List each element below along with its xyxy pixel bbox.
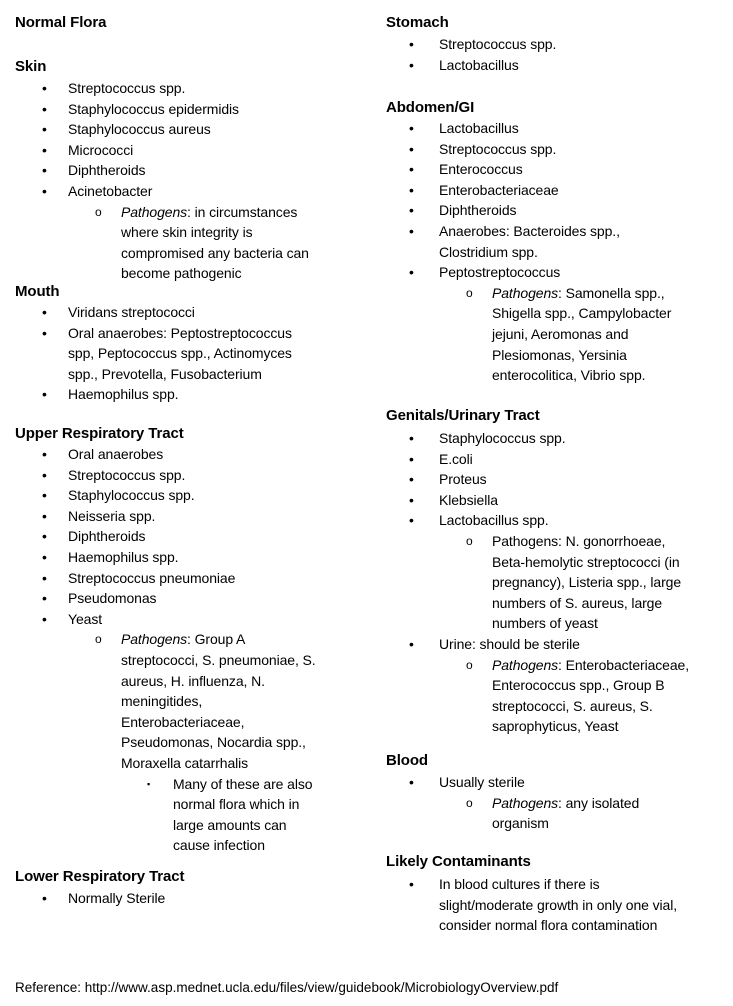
bullet-marker: • — [42, 528, 47, 545]
bullet-marker: • — [409, 876, 414, 892]
sub-bullet-marker: o — [466, 285, 473, 300]
list-item: Neisseria spp. — [68, 507, 156, 524]
list-item: Proteus — [439, 471, 487, 488]
pathogens-text: Pseudomonas, Nocardia spp., — [121, 734, 306, 751]
pathogens-text: Pathogens: N. gonorrhoeae, — [492, 533, 666, 549]
list-item: spp, Peptococcus spp., Actinomyces — [68, 345, 292, 362]
pathogens-text: numbers of yeast — [492, 615, 598, 632]
list-item: Klebsiella — [439, 491, 498, 508]
pathogens-text: where skin integrity is — [121, 224, 253, 241]
sub-bullet-marker: o — [466, 657, 473, 672]
bullet-marker: • — [42, 183, 47, 199]
bullet-marker: • — [409, 56, 414, 73]
bullet-marker: • — [409, 471, 414, 488]
pathogens-text: Moraxella catarrhalis — [121, 755, 249, 771]
bullet-marker: • — [409, 140, 414, 157]
reference-text: Reference: http://www.asp.mednet.ucla.edu/files/view/guidebook/MicrobiologyOverview.pdf — [15, 980, 559, 995]
bullet-marker: • — [409, 120, 414, 136]
list-item: Staphylococcus spp. — [439, 430, 566, 446]
bullet-marker: • — [409, 774, 414, 790]
list-item: E.coli — [439, 450, 473, 467]
pathogens-text: saprophyticus, Yeast — [492, 718, 619, 735]
list-item: Lactobacillus — [439, 56, 519, 73]
bullet-marker: • — [409, 223, 414, 239]
sub-bullet-marker: o — [95, 632, 102, 647]
bullet-marker: • — [409, 36, 414, 52]
pathogens-text: Pathogens: Enterobacteriaceae, — [492, 656, 690, 673]
pathogens-text: become pathogenic — [121, 265, 242, 282]
bullet-marker: • — [42, 162, 47, 179]
pathogens-text: Pathogens: any isolated — [492, 794, 640, 811]
bullet-marker: • — [409, 161, 414, 178]
list-item: Urine: should be sterile — [439, 636, 580, 652]
bullet-marker: • — [409, 181, 414, 198]
pathogens-text: jejuni, Aeromonas and — [492, 326, 629, 342]
bullet-marker: • — [42, 80, 47, 96]
list-item: Diphtheroids — [68, 528, 146, 545]
bullet-marker: • — [42, 121, 47, 138]
bullet-marker: • — [409, 512, 414, 529]
pathogens-text: Plesiomonas, Yersinia — [492, 346, 627, 363]
list-item: Normally Sterile — [68, 890, 166, 906]
list-item: Micrococci — [68, 141, 134, 158]
list-item: Enterococcus — [439, 161, 523, 178]
section-heading-lower-respiratory: Lower Respiratory Tract — [15, 868, 185, 885]
bullet-marker: • — [409, 491, 414, 508]
bullet-marker: • — [42, 487, 47, 504]
list-item: Pseudomonas — [68, 590, 157, 607]
bullet-marker: • — [42, 466, 47, 483]
list-item: In blood cultures if there is — [439, 876, 600, 892]
section-heading-stomach: Stomach — [386, 14, 449, 31]
square-bullet-marker: ▪ — [147, 778, 151, 789]
list-item: spp., Prevotella, Fusobacterium — [68, 365, 262, 382]
pathogens-text: Pathogens: Group A — [121, 631, 246, 648]
section-heading-likely-contaminants: Likely Contaminants — [386, 853, 531, 870]
pathogens-text: Enterobacteriaceae, — [121, 713, 245, 730]
list-item: Streptococcus pneumoniae — [68, 569, 236, 586]
section-heading-abdomen-gi: Abdomen/GI — [386, 99, 475, 116]
pathogens-text: Enterococcus spp., Group B — [492, 677, 665, 694]
list-item: Lactobacillus — [439, 120, 519, 136]
list-item: Anaerobes: Bacteroides spp., — [439, 223, 620, 239]
list-item: Streptococcus spp. — [68, 466, 186, 483]
bullet-marker: • — [409, 202, 414, 219]
bullet-marker: • — [42, 569, 47, 586]
note-text: Many of these are also — [173, 775, 313, 792]
bullet-marker: • — [42, 890, 47, 906]
pathogens-text: Pathogens: in circumstances — [121, 203, 298, 220]
pathogens-text: streptococci, S. pneumoniae, S. — [121, 652, 316, 668]
list-item: Oral anaerobes: Peptostreptococcus — [68, 324, 292, 341]
bullet-marker: • — [42, 610, 47, 627]
pathogens-text: organism — [492, 815, 549, 832]
section-heading-blood: Blood — [386, 752, 428, 769]
list-item: Oral anaerobes — [68, 446, 164, 462]
pathogens-text: Pathogens: Samonella spp., — [492, 284, 665, 301]
pathogens-text: compromised any bacteria can — [121, 244, 309, 261]
list-item: Streptococcus spp. — [439, 36, 557, 52]
bullet-marker: • — [42, 304, 47, 320]
section-heading-genitals-urinary: Genitals/Urinary Tract — [386, 407, 540, 424]
section-heading-upper-respiratory: Upper Respiratory Tract — [15, 425, 184, 442]
sub-bullet-marker: o — [95, 204, 102, 219]
pathogens-text: Shigella spp., Campylobacter — [492, 305, 672, 322]
note-text: cause infection — [173, 837, 265, 854]
pathogens-text: enterocolitica, Vibrio spp. — [492, 367, 646, 384]
list-item: Staphylococcus aureus — [68, 121, 211, 138]
section-heading-mouth: Mouth — [15, 283, 60, 300]
bullet-marker: • — [42, 324, 47, 341]
list-item: Lactobacillus spp. — [439, 512, 549, 529]
list-item: Diphtheroids — [68, 162, 146, 179]
list-item: Yeast — [68, 610, 103, 627]
bullet-marker: • — [42, 141, 47, 158]
list-item: Enterobacteriaceae — [439, 181, 559, 198]
list-item: Staphylococcus epidermidis — [68, 100, 239, 117]
sub-bullet-marker: o — [466, 534, 473, 548]
bullet-marker: • — [42, 446, 47, 462]
list-item: Haemophilus spp. — [68, 549, 179, 565]
document-title: Normal Flora — [15, 14, 107, 31]
sub-bullet-marker: o — [466, 795, 473, 810]
list-item: Acinetobacter — [68, 183, 153, 199]
list-item: Diphtheroids — [439, 202, 517, 219]
pathogens-text: Beta-hemolytic streptococci (in — [492, 553, 680, 570]
bullet-marker: • — [42, 590, 47, 607]
pathogens-text: pregnancy), Listeria spp., large — [492, 574, 682, 591]
list-item: Clostridium spp. — [439, 243, 538, 260]
list-item: Peptostreptococcus — [439, 264, 561, 281]
bullet-marker: • — [42, 386, 47, 403]
list-item: Staphylococcus spp. — [68, 487, 195, 504]
list-item: Haemophilus spp. — [68, 386, 179, 403]
pathogens-text: numbers of S. aureus, large — [492, 594, 663, 611]
list-item: slight/moderate growth in only one vial, — [439, 896, 678, 913]
pathogens-text: aureus, H. influenza, N. — [121, 672, 265, 689]
list-item: Viridans streptococci — [68, 304, 195, 320]
list-item: Usually sterile — [439, 774, 525, 790]
bullet-marker: • — [409, 450, 414, 467]
list-item: consider normal flora contamination — [439, 917, 658, 934]
pathogens-text: meningitides, — [121, 693, 203, 710]
bullet-marker: • — [409, 430, 414, 446]
list-item: Streptococcus spp. — [68, 80, 186, 96]
note-text: normal flora which in — [173, 796, 300, 813]
bullet-marker: • — [409, 264, 414, 281]
list-item: Streptococcus spp. — [439, 140, 557, 157]
bullet-marker: • — [42, 549, 47, 565]
bullet-marker: • — [42, 507, 47, 524]
note-text: large amounts can — [173, 816, 287, 833]
bullet-marker: • — [42, 100, 47, 117]
pathogens-text: streptococci, S. aureus, S. — [492, 697, 653, 714]
section-heading-skin: Skin — [15, 58, 47, 75]
bullet-marker: • — [409, 636, 414, 652]
